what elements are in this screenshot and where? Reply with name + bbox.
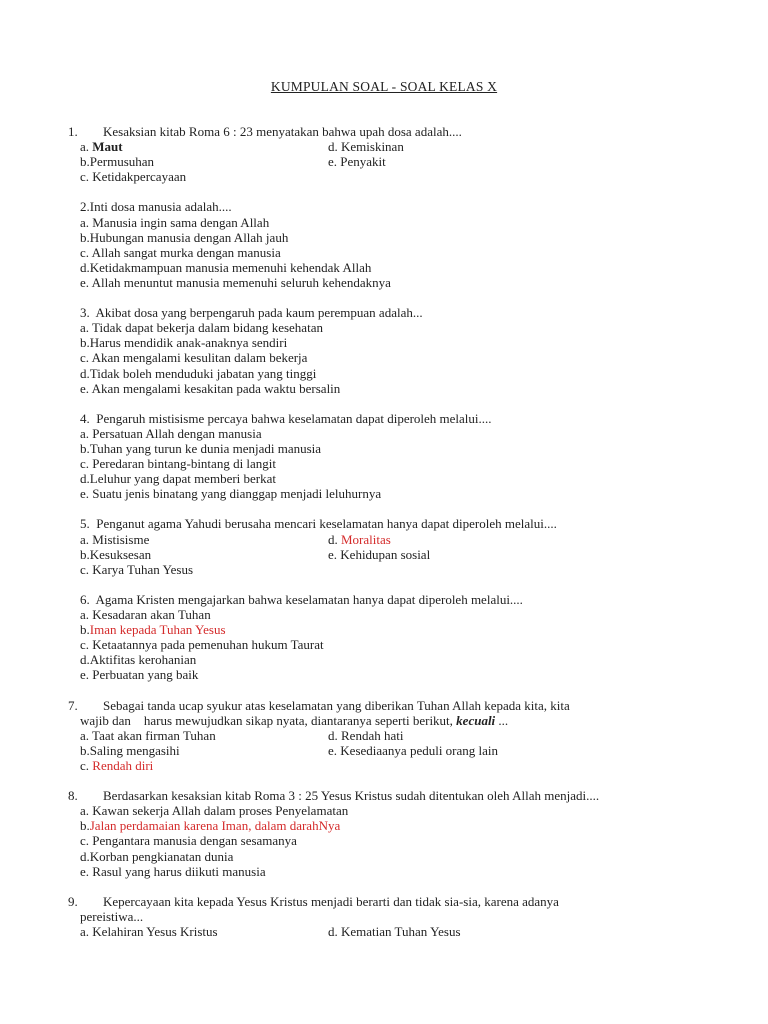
answer-option bbox=[80, 441, 321, 456]
option-text: Tidak boleh menduduki jabatan yang tinggi bbox=[89, 365, 317, 381]
option-row bbox=[68, 864, 678, 879]
option-text: Suatu jenis binatang yang dianggap menjadi leluhurnya bbox=[92, 486, 382, 502]
question-number: 6. bbox=[80, 591, 90, 607]
answer-option bbox=[80, 622, 226, 637]
question-text: Kepercayaan kita kepada Yesus Kristus menjadi berarti dan tidak sia-sia, karena adanya bbox=[103, 893, 559, 909]
option-label: b. bbox=[80, 818, 90, 834]
correct-answer-text: Moralitas bbox=[341, 531, 391, 547]
option-text: Ketaatannya pada pemenuhan hukum Taurat bbox=[92, 637, 324, 653]
option-label: a. bbox=[80, 214, 90, 230]
option-column-right bbox=[328, 743, 498, 758]
option-label: b. bbox=[80, 742, 90, 758]
option-row bbox=[68, 154, 678, 169]
option-column-left bbox=[80, 924, 328, 939]
answer-option bbox=[328, 154, 386, 169]
option-row bbox=[68, 803, 678, 818]
correct-answer-text: Rendah diri bbox=[92, 757, 154, 773]
option-row bbox=[68, 849, 678, 864]
option-label: a. bbox=[80, 727, 90, 743]
option-column-right bbox=[328, 532, 391, 547]
option-row bbox=[68, 758, 678, 773]
option-row bbox=[68, 924, 678, 939]
question-number: 4. bbox=[80, 410, 90, 426]
answer-option bbox=[328, 139, 404, 154]
option-label: b. bbox=[80, 154, 90, 170]
option-text: Manusia ingin sama dengan Allah bbox=[92, 214, 270, 230]
option-row bbox=[68, 667, 678, 682]
answer-option bbox=[80, 743, 180, 758]
option-row bbox=[68, 456, 678, 471]
option-text: Kesuksesan bbox=[89, 546, 152, 562]
option-row bbox=[68, 139, 678, 154]
answer-option bbox=[80, 169, 186, 184]
option-label: e. bbox=[80, 667, 90, 683]
question-stem bbox=[68, 592, 678, 607]
option-label: d. bbox=[80, 259, 90, 275]
option-label: d. bbox=[80, 848, 90, 864]
option-text: Kehidupan sosial bbox=[340, 546, 431, 562]
answer-option bbox=[80, 426, 262, 441]
answer-option bbox=[80, 818, 340, 833]
option-row bbox=[68, 728, 678, 743]
answer-option bbox=[80, 381, 340, 396]
answer-option bbox=[80, 366, 316, 381]
option-row bbox=[68, 426, 678, 441]
option-label: e. bbox=[328, 742, 338, 758]
option-row bbox=[68, 169, 678, 184]
option-label: a. bbox=[80, 803, 90, 819]
answer-option bbox=[80, 924, 218, 939]
question-number: 1. bbox=[68, 124, 78, 139]
question-9 bbox=[68, 894, 678, 939]
option-label: c. bbox=[80, 757, 90, 773]
option-text: Saling mengasihi bbox=[89, 742, 180, 758]
option-label: d. bbox=[328, 727, 338, 743]
option-label: c. bbox=[80, 244, 90, 260]
option-row bbox=[68, 562, 678, 577]
question-text: pereistiwa... bbox=[80, 908, 144, 924]
option-row bbox=[68, 366, 678, 381]
option-label: a. bbox=[80, 425, 90, 441]
question-4 bbox=[68, 411, 678, 502]
option-text: Leluhur yang dapat memberi berkat bbox=[89, 471, 277, 487]
option-column-left bbox=[80, 743, 328, 758]
option-text: Maut bbox=[92, 139, 123, 155]
question-text: Berdasarkan kesaksian kitab Roma 3 : 25 Yesus Kristus sudah ditentukan oleh Allah menjadi.... bbox=[103, 788, 600, 804]
option-text: Kawan sekerja Allah dalam proses Penyelamatan bbox=[92, 803, 349, 819]
option-text: Kesadaran akan Tuhan bbox=[92, 607, 211, 622]
option-label: d. bbox=[80, 365, 90, 381]
option-label: e. bbox=[328, 546, 338, 562]
option-label: e. bbox=[328, 154, 338, 170]
option-label: c. bbox=[80, 833, 90, 849]
answer-option bbox=[80, 864, 266, 879]
question-6 bbox=[68, 592, 678, 683]
option-row bbox=[68, 215, 678, 230]
option-row bbox=[68, 441, 678, 456]
option-column-left bbox=[80, 169, 328, 184]
question-stem bbox=[68, 698, 678, 713]
option-row bbox=[68, 743, 678, 758]
answer-option bbox=[80, 758, 153, 773]
option-text: Akan mengalami kesulitan dalam bekerja bbox=[91, 350, 308, 366]
question-5 bbox=[68, 516, 678, 576]
question-3 bbox=[68, 305, 678, 396]
option-text: Ketidakpercayaan bbox=[92, 169, 187, 185]
answer-option bbox=[80, 215, 269, 230]
option-label: b. bbox=[80, 229, 90, 245]
option-column-right bbox=[328, 154, 386, 169]
option-text: Taat akan firman Tuhan bbox=[92, 727, 216, 743]
question-1 bbox=[68, 124, 678, 184]
option-text: Peredaran bintang-bintang di langit bbox=[92, 456, 277, 472]
question-number: 8. bbox=[68, 788, 78, 804]
answer-option bbox=[80, 728, 216, 743]
option-row bbox=[68, 230, 678, 245]
option-row bbox=[68, 622, 678, 637]
question-suffix: ... bbox=[495, 712, 509, 728]
option-text: Korban pengkianatan dunia bbox=[89, 848, 234, 864]
option-label: b. bbox=[80, 335, 90, 351]
option-label: c. bbox=[80, 637, 90, 653]
question-number: 9. bbox=[68, 893, 78, 909]
answer-option bbox=[80, 652, 196, 667]
answer-option bbox=[328, 532, 391, 547]
answer-option bbox=[80, 320, 323, 335]
option-column-left bbox=[80, 154, 328, 169]
answer-option bbox=[80, 562, 193, 577]
question-2 bbox=[68, 199, 678, 290]
option-label: b. bbox=[80, 622, 90, 638]
answer-option bbox=[80, 456, 276, 471]
question-8 bbox=[68, 788, 678, 879]
option-label: e. bbox=[80, 486, 90, 502]
answer-option bbox=[80, 335, 287, 350]
question-number: 5. bbox=[80, 516, 90, 532]
question-7 bbox=[68, 698, 678, 773]
answer-option bbox=[80, 260, 371, 275]
answer-option bbox=[80, 154, 154, 169]
option-row bbox=[68, 260, 678, 275]
question-stem bbox=[68, 788, 678, 803]
option-row bbox=[68, 381, 678, 396]
option-label: d. bbox=[80, 471, 90, 487]
option-text: Perbuatan yang baik bbox=[92, 667, 199, 683]
answer-option bbox=[80, 230, 288, 245]
option-column-right bbox=[328, 728, 403, 743]
option-text: Kematian Tuhan Yesus bbox=[341, 923, 461, 939]
option-text: Kemiskinan bbox=[341, 139, 404, 155]
answer-option bbox=[80, 607, 211, 622]
question-stem bbox=[68, 199, 678, 214]
answer-option bbox=[80, 275, 391, 290]
answer-option bbox=[80, 532, 149, 547]
question-stem bbox=[68, 305, 678, 320]
option-text: Permusuhan bbox=[89, 154, 155, 170]
option-row bbox=[68, 652, 678, 667]
option-label: c. bbox=[80, 350, 90, 366]
option-text: Karya Tuhan Yesus bbox=[92, 561, 194, 577]
option-column-left bbox=[80, 532, 328, 547]
question-text: Penganut agama Yahudi berusaha mencari keselamatan hanya dapat diperoleh melalui.... bbox=[96, 516, 557, 532]
option-row bbox=[68, 547, 678, 562]
option-row bbox=[68, 532, 678, 547]
option-label: a. bbox=[80, 139, 90, 155]
option-column-right bbox=[328, 139, 404, 154]
option-label: a. bbox=[80, 531, 90, 547]
question-list bbox=[68, 124, 678, 954]
option-label: a. bbox=[80, 923, 90, 939]
answer-option bbox=[80, 833, 297, 848]
option-row bbox=[68, 471, 678, 486]
correct-answer-text: Iman kepada Tuhan Yesus bbox=[89, 622, 226, 638]
answer-option bbox=[80, 471, 276, 486]
option-label: c. bbox=[80, 169, 90, 185]
option-label: d. bbox=[328, 923, 338, 939]
option-column-left bbox=[80, 728, 328, 743]
option-text: Allah sangat murka dengan manusia bbox=[91, 244, 281, 260]
answer-option bbox=[80, 139, 123, 154]
answer-option bbox=[80, 547, 151, 562]
option-label: e. bbox=[80, 380, 90, 396]
question-text: wajib dan harus mewujudkan sikap nyata, diantaranya seperti berikut, bbox=[80, 712, 457, 728]
option-text: Hubungan manusia dengan Allah jauh bbox=[89, 229, 289, 245]
option-label: a. bbox=[80, 320, 90, 336]
option-column-left bbox=[80, 547, 328, 562]
correct-answer-text: Jalan perdamaian karena Iman, dalam darahNya bbox=[89, 818, 341, 834]
option-label: c. bbox=[80, 456, 90, 472]
option-column-left bbox=[80, 562, 328, 577]
question-text: Sebagai tanda ucap syukur atas keselamatan yang diberikan Tuhan Allah kepada kita, kita bbox=[103, 697, 570, 713]
option-text: Tuhan yang turun ke dunia menjadi manusia bbox=[89, 440, 322, 456]
option-column-left bbox=[80, 758, 328, 773]
page-title: KUMPULAN SOAL - SOAL KELAS X bbox=[270, 79, 498, 94]
answer-option bbox=[80, 350, 307, 365]
question-stem bbox=[68, 516, 678, 531]
option-row bbox=[68, 637, 678, 652]
answer-option bbox=[80, 637, 324, 652]
option-label: d. bbox=[328, 139, 338, 155]
option-label: b. bbox=[80, 440, 90, 456]
option-row bbox=[68, 245, 678, 260]
option-text: Mistisisme bbox=[92, 531, 150, 547]
option-row bbox=[68, 818, 678, 833]
option-label: d. bbox=[80, 652, 90, 668]
question-emphasis: kecuali bbox=[456, 712, 496, 728]
option-label: e. bbox=[80, 863, 90, 879]
option-label: e. bbox=[80, 274, 90, 290]
option-row bbox=[68, 335, 678, 350]
option-label: a. bbox=[80, 607, 90, 622]
question-number: 3. bbox=[80, 305, 90, 321]
question-text-continuation bbox=[68, 909, 678, 924]
option-text: Rasul yang harus diikuti manusia bbox=[92, 863, 266, 879]
answer-option bbox=[328, 743, 498, 758]
answer-option bbox=[328, 728, 403, 743]
question-stem bbox=[68, 894, 678, 909]
option-text: Kesediaanya peduli orang lain bbox=[340, 742, 499, 758]
option-column-right bbox=[328, 924, 461, 939]
answer-option bbox=[328, 924, 461, 939]
option-column-left bbox=[80, 139, 328, 154]
option-text: Harus mendidik anak-anaknya sendiri bbox=[89, 335, 288, 351]
option-label: d. bbox=[328, 531, 338, 547]
answer-option bbox=[80, 803, 348, 818]
question-stem bbox=[68, 124, 678, 139]
option-text: Kelahiran Yesus Kristus bbox=[92, 923, 218, 939]
question-stem bbox=[68, 411, 678, 426]
question-text: Kesaksian kitab Roma 6 : 23 menyatakan bahwa upah dosa adalah.... bbox=[103, 124, 462, 139]
option-text: Allah menuntut manusia memenuhi seluruh kehendaknya bbox=[91, 274, 391, 290]
answer-option bbox=[80, 486, 381, 501]
option-column-right bbox=[328, 547, 430, 562]
option-label: b. bbox=[80, 546, 90, 562]
question-text: Akibat dosa yang berpengaruh pada kaum perempuan adalah... bbox=[95, 305, 423, 321]
question-number: 2. bbox=[80, 199, 90, 215]
option-text: Rendah hati bbox=[341, 727, 404, 743]
option-text: Penyakit bbox=[340, 154, 386, 170]
option-row bbox=[68, 320, 678, 335]
option-text: Persatuan Allah dengan manusia bbox=[92, 425, 262, 441]
option-row bbox=[68, 607, 678, 622]
answer-option bbox=[80, 667, 198, 682]
question-text: Pengaruh mistisisme percaya bahwa keselamatan dapat diperoleh melalui.... bbox=[96, 410, 492, 426]
option-row bbox=[68, 275, 678, 290]
option-row bbox=[68, 486, 678, 501]
question-text: Agama Kristen mengajarkan bahwa keselamatan hanya dapat diperoleh melalui.... bbox=[95, 591, 523, 607]
option-row bbox=[68, 350, 678, 365]
answer-option bbox=[328, 547, 430, 562]
question-number: 7. bbox=[68, 697, 78, 713]
option-label: c. bbox=[80, 561, 90, 577]
option-row bbox=[68, 833, 678, 848]
question-text-continuation bbox=[68, 713, 678, 728]
question-text: Inti dosa manusia adalah.... bbox=[89, 199, 232, 215]
answer-option bbox=[80, 245, 281, 260]
option-text: Aktifitas kerohanian bbox=[89, 652, 197, 668]
option-text: Tidak dapat bekerja dalam bidang kesehatan bbox=[92, 320, 323, 336]
option-text: Akan mengalami kesakitan pada waktu bersalin bbox=[91, 380, 341, 396]
answer-option bbox=[80, 849, 233, 864]
option-text: Pengantara manusia dengan sesamanya bbox=[92, 833, 297, 849]
option-text: Ketidakmampuan manusia memenuhi kehendak Allah bbox=[89, 259, 372, 275]
